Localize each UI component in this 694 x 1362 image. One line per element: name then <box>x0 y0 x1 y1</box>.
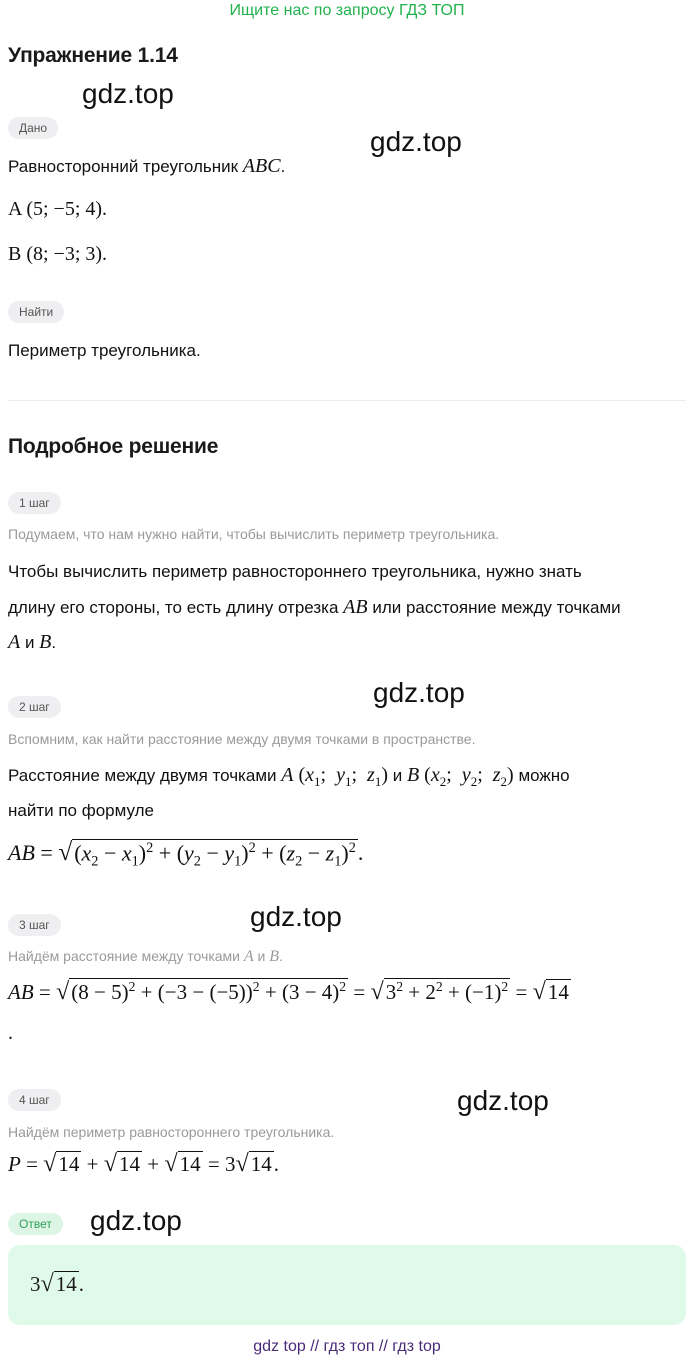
watermark: gdz.top <box>250 901 342 932</box>
watermark: gdz.top <box>457 1085 549 1116</box>
watermark: gdz.top <box>82 78 174 109</box>
step-1-text-b: длину его стороны, то есть длину отрезка AB или расстояние между точками <box>8 596 621 618</box>
step-2-hint: Вспомним, как найти расстояние между двумя точками в пространстве. <box>8 731 476 747</box>
step-1-text-c: A и B. <box>8 631 57 653</box>
step-1-hint: Подумаем, что нам нужно найти, чтобы вычислить периметр треугольника. <box>8 526 500 542</box>
step-4-chip: 4 шаг <box>8 1089 61 1111</box>
step-1-text-a: Чтобы вычислить периметр равностороннего треугольника, нужно знать <box>8 562 582 581</box>
step-2-text-a: Расстояние между двумя точками A ($x_1$; $y_1$; $z_1$) и B ($x_2$; $y_2$; $z_2$) можно <box>8 764 570 789</box>
given-line-1: Равносторонний треугольник ABC. <box>8 155 286 177</box>
find-text: Периметр треугольника. <box>8 341 201 360</box>
step-3-chip: 3 шаг <box>8 914 61 936</box>
step-2-chip: 2 шаг <box>8 696 61 718</box>
footer-links[interactable]: gdz top // гдз топ // гдз top <box>253 1338 441 1355</box>
watermark: gdz.top <box>373 677 465 708</box>
given-point-a: A (5; −5; 4). <box>8 198 108 220</box>
step-4-hint: Найдём периметр равностороннего треугольника. <box>8 1124 335 1140</box>
answer-value: 3√14. <box>30 1270 84 1297</box>
top-banner[interactable]: Ищите нас по запросу ГДЗ ТОП <box>229 2 465 19</box>
given-chip: Дано <box>8 117 58 139</box>
step-3-period: . <box>8 1022 13 1044</box>
answer-box <box>8 1245 686 1325</box>
exercise-title: Упражнение 1.14 <box>8 44 178 67</box>
answer-chip: Ответ <box>8 1213 63 1235</box>
solution-title: Подробное решение <box>8 435 219 458</box>
watermark: gdz.top <box>90 1205 182 1236</box>
step-1-chip: 1 шаг <box>8 492 61 514</box>
watermark: gdz.top <box>370 126 462 157</box>
step-4-formula: P = √14 + √14 + √14 = 3√14. <box>8 1150 279 1177</box>
step-2-text-b: найти по формуле <box>8 801 155 820</box>
given-point-b: B (8; −3; 3). <box>8 243 108 265</box>
step-3-formula: AB = $√(8 - 5)^2 + (-3 - (-5))^2 + (3 - 4)^2 = √3^2 + 2^2 + (-1)^2 = √14$ <box>8 978 569 1005</box>
find-chip: Найти <box>8 301 64 323</box>
divider <box>8 400 686 401</box>
distance-formula: AB = $√(x_2 - x_1)^2 + (y_2 - y_1)^2 + (z_2 - z_1)^2$. <box>8 838 364 870</box>
step-3-hint: Найдём расстояние между точками A и B. <box>8 948 283 965</box>
